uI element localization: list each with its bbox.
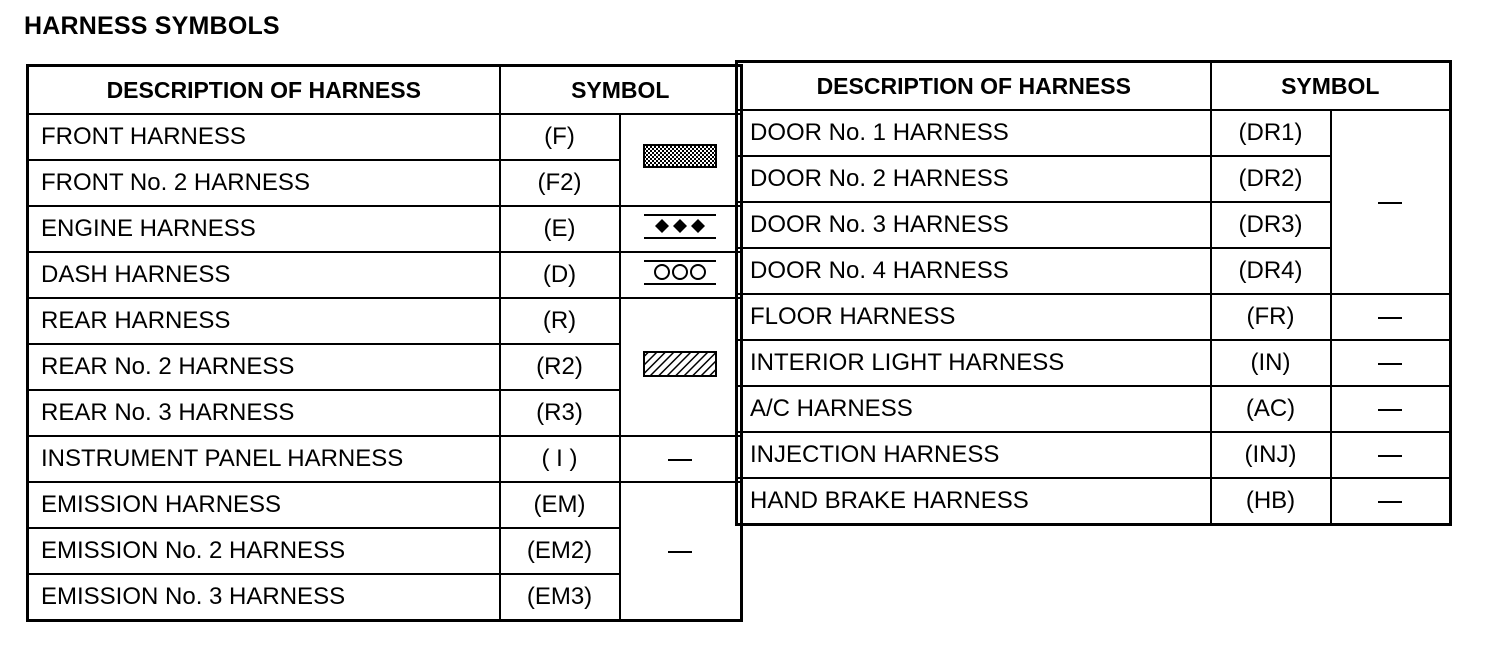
harness-description: REAR No. 3 HARNESS [28, 390, 500, 436]
table-row [28, 114, 742, 160]
harness-code: (R3) [500, 390, 620, 436]
harness-code: (R2) [500, 344, 620, 390]
table-header-row [28, 66, 742, 115]
harness-code: (DR2) [1211, 156, 1331, 202]
dash-icon [1378, 501, 1402, 503]
harness-code: (EM3) [500, 574, 620, 621]
harness-description: HAND BRAKE HARNESS [737, 478, 1211, 525]
harness-code: (R) [500, 298, 620, 344]
harness-description: EMISSION No. 3 HARNESS [28, 574, 500, 621]
harness-code: (FR) [1211, 294, 1331, 340]
harness-code: (D) [500, 252, 620, 298]
table-header-row [737, 62, 1451, 111]
harness-description: EMISSION HARNESS [28, 482, 500, 528]
harness-code: (DR1) [1211, 110, 1331, 156]
page-title: HARNESS SYMBOLS [24, 12, 280, 40]
table-row [737, 340, 1451, 386]
harness-code: (DR3) [1211, 202, 1331, 248]
table-row [737, 478, 1451, 525]
dash-icon [668, 459, 692, 461]
table-row [28, 482, 742, 528]
table-row [28, 298, 742, 344]
dash-icon [1378, 455, 1402, 457]
harness-code: (DR4) [1211, 248, 1331, 294]
table-row [28, 436, 742, 482]
dotted-hatch-icon [642, 142, 718, 172]
symbol-cell [620, 114, 742, 206]
harness-description: DASH HARNESS [28, 252, 500, 298]
symbol-header: SYMBOL [500, 66, 742, 115]
harness-description: A/C HARNESS [737, 386, 1211, 432]
harness-description: FRONT HARNESS [28, 114, 500, 160]
dash-icon [1378, 317, 1402, 319]
diamond-line-icon [642, 211, 718, 241]
symbol-cell [620, 436, 742, 482]
harness-description: ENGINE HARNESS [28, 206, 500, 252]
table-row [28, 252, 742, 298]
symbol-cell [1331, 340, 1451, 386]
harness-description: REAR No. 2 HARNESS [28, 344, 500, 390]
table-row [737, 432, 1451, 478]
symbol-cell [620, 206, 742, 252]
symbol-cell [620, 482, 742, 621]
symbol-cell [1331, 110, 1451, 294]
harness-description: DOOR No. 2 HARNESS [737, 156, 1211, 202]
harness-code: (E) [500, 206, 620, 252]
harness-description: DOOR No. 1 HARNESS [737, 110, 1211, 156]
table-row [737, 294, 1451, 340]
harness-code: (EM) [500, 482, 620, 528]
left-harness-table [26, 64, 743, 622]
table-row [28, 206, 742, 252]
dash-icon [1378, 202, 1402, 204]
harness-description: REAR HARNESS [28, 298, 500, 344]
harness-description: INTERIOR LIGHT HARNESS [737, 340, 1211, 386]
dash-icon [1378, 363, 1402, 365]
dash-icon [668, 551, 692, 553]
table-row [737, 110, 1451, 156]
harness-code: (EM2) [500, 528, 620, 574]
harness-code: (F2) [500, 160, 620, 206]
symbol-cell [1331, 432, 1451, 478]
harness-description: EMISSION No. 2 HARNESS [28, 528, 500, 574]
harness-code: (INJ) [1211, 432, 1331, 478]
description-header: DESCRIPTION OF HARNESS [737, 62, 1211, 111]
table-row [737, 386, 1451, 432]
harness-description: INJECTION HARNESS [737, 432, 1211, 478]
harness-description: FLOOR HARNESS [737, 294, 1211, 340]
symbol-cell [1331, 294, 1451, 340]
harness-description: DOOR No. 3 HARNESS [737, 202, 1211, 248]
circle-line-icon [642, 257, 718, 287]
harness-code: (AC) [1211, 386, 1331, 432]
harness-description: INSTRUMENT PANEL HARNESS [28, 436, 500, 482]
harness-code: (F) [500, 114, 620, 160]
symbol-cell [620, 298, 742, 436]
symbol-cell [1331, 386, 1451, 432]
harness-code: (HB) [1211, 478, 1331, 525]
dash-icon [1378, 409, 1402, 411]
harness-code: ( I ) [500, 436, 620, 482]
harness-code: (IN) [1211, 340, 1331, 386]
harness-description: DOOR No. 4 HARNESS [737, 248, 1211, 294]
symbol-header: SYMBOL [1211, 62, 1451, 111]
description-header: DESCRIPTION OF HARNESS [28, 66, 500, 115]
diagonal-hatch-icon [642, 349, 718, 379]
harness-description: FRONT No. 2 HARNESS [28, 160, 500, 206]
right-harness-table [735, 60, 1452, 526]
symbol-cell [1331, 478, 1451, 525]
symbol-cell [620, 252, 742, 298]
